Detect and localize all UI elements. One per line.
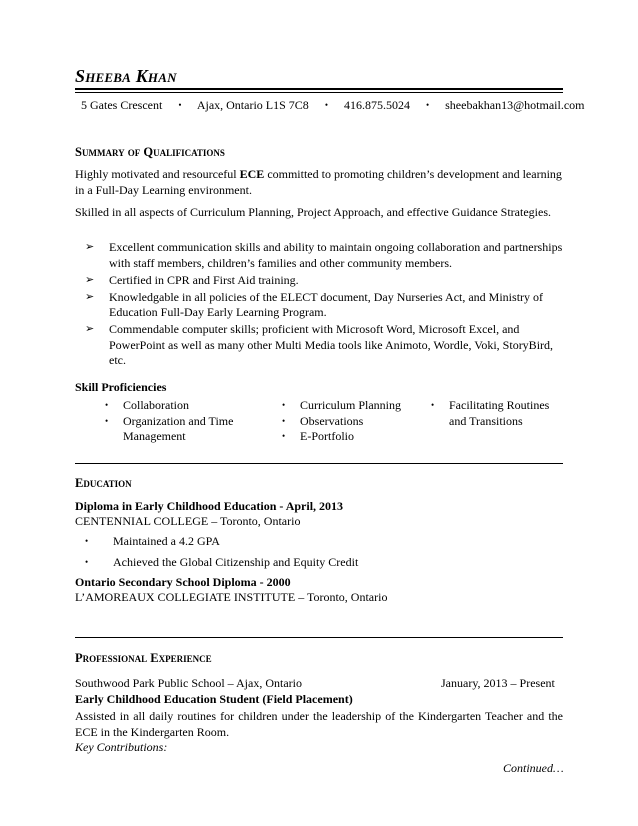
key-contributions-label: Key Contributions: <box>75 740 168 754</box>
bullet-icon: • <box>282 431 286 441</box>
list-item: • E-Portfolio <box>282 429 354 443</box>
bullet-icon: • <box>282 400 286 410</box>
contact-city: Ajax, Ontario L1S 7C8 <box>196 98 309 112</box>
job-description: Assisted in all daily routines for children under the leadership of the Kindergarten Teacher and the ECE in the Kindergarten Room. <box>75 709 563 739</box>
arrow-bullet-icon: ➢ <box>85 273 95 286</box>
arrow-bullet-icon: ➢ <box>85 241 95 253</box>
education-heading: Education <box>75 476 132 490</box>
contact-address: 5 Gates Crescent <box>81 98 163 112</box>
section-divider <box>75 463 563 464</box>
list-item: • Organization and Time Management <box>105 413 234 443</box>
candidate-name: Sheeba Khan <box>75 66 177 86</box>
bullet-icon: • <box>105 400 109 410</box>
list-item: • Collaboration <box>105 398 189 412</box>
list-item: • Maintained a 4.2 GPA <box>85 534 220 548</box>
qualification-list <box>85 240 563 370</box>
bullet-icon: • <box>431 400 435 410</box>
skills-column-2 <box>282 398 422 445</box>
contact-line <box>81 98 584 113</box>
school-1: CENTENNIAL COLLEGE – Toronto, Ontario <box>75 514 301 528</box>
employer: Southwood Park Public School – Ajax, Ontario <box>75 676 302 690</box>
diploma-2: Ontario Secondary School Diploma - 2000 <box>75 575 291 589</box>
list-item: ➢ Knowledgable in all policies of the ELECT document, Day Nurseries Act, and Ministry of Education Full-Day Early Learning Program. <box>85 289 544 319</box>
section-divider <box>75 637 563 638</box>
skills-column-3 <box>431 398 563 429</box>
list-item: • Curriculum Planning <box>282 398 401 412</box>
bullet-icon: • <box>105 415 109 426</box>
summary-paragraph-2: Skilled in all aspects of Curriculum Planning, Project Approach, and effective Guidance Strategies. <box>75 205 551 219</box>
arrow-bullet-icon: ➢ <box>85 323 95 335</box>
bullet-icon: • <box>85 557 89 567</box>
employment-dates: January, 2013 – Present <box>441 676 555 690</box>
skills-heading: Skill Proficiencies <box>75 380 167 394</box>
list-item: • Observations <box>282 413 364 428</box>
continued-note: Continued… <box>503 761 564 775</box>
diploma-1: Diploma in Early Childhood Education - April, 2013 <box>75 499 344 513</box>
list-item: ➢ Commendable computer skills; proficient with Microsoft Word, Microsoft Excel, and PowerPoint as well as many other Multi Media tools like Animoto, Wordle, Voki, StoryBird, etc. <box>85 322 554 367</box>
skills-column-1 <box>105 398 255 445</box>
bullet-icon: • <box>178 100 182 110</box>
contact-phone: 416.875.5024 <box>343 98 410 112</box>
school-2: L’AMOREAUX COLLEGIATE INSTITUTE – Toronto, Ontario <box>75 590 388 604</box>
experience-heading: Professional Experience <box>75 651 212 665</box>
list-item: ➢ Excellent communication skills and ability to maintain ongoing collaboration and partnerships with staff members, children’s families and other community members. <box>85 240 563 270</box>
list-item: • Facilitating Routines and Transitions <box>431 398 550 428</box>
job-title: Early Childhood Education Student (Field Placement) <box>75 692 353 706</box>
bullet-icon: • <box>85 536 89 546</box>
contact-email: sheebakhan13@hotmail.com <box>445 98 585 112</box>
summary-heading: Summary of Qualifications <box>75 145 225 159</box>
bullet-icon: • <box>282 415 286 426</box>
bullet-icon: • <box>324 100 328 110</box>
education-bullets <box>85 534 358 576</box>
list-item: • Achieved the Global Citizenship and Equity Credit <box>85 555 359 569</box>
header-rule <box>75 88 563 93</box>
bullet-icon: • <box>425 100 430 110</box>
summary-paragraph-1: Highly motivated and resourceful ECE committed to promoting children’s development and learning in a Full-Day Learning environment. <box>75 167 562 197</box>
list-item: ➢ Certified in CPR and First Aid training. <box>85 272 299 287</box>
arrow-bullet-icon: ➢ <box>85 290 95 303</box>
